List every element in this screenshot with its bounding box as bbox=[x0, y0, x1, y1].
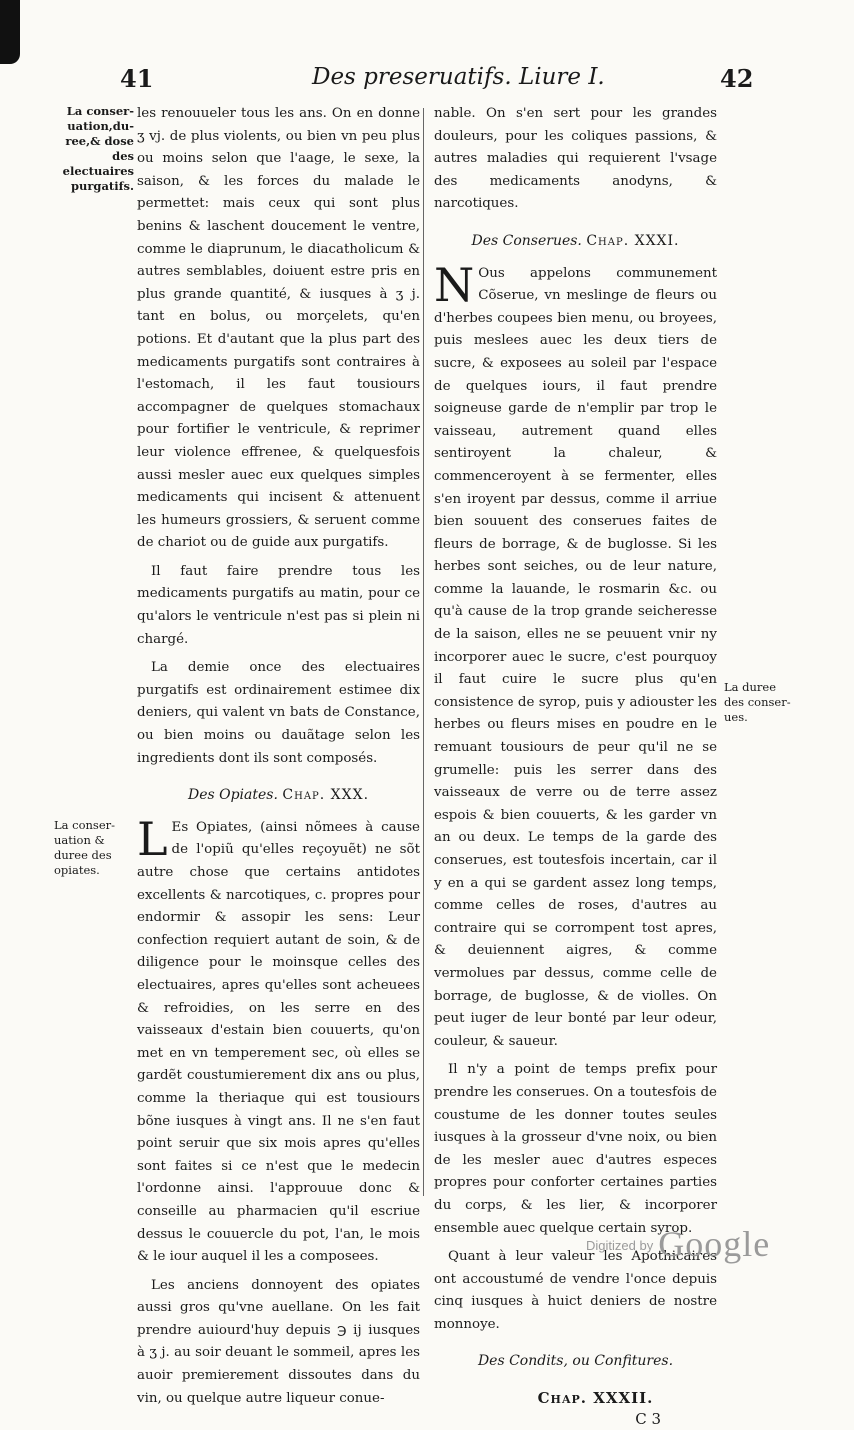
ink-blot bbox=[0, 0, 20, 64]
chapter-30-title: Des Opiates. bbox=[187, 787, 278, 804]
drop-cap-L: L bbox=[137, 811, 168, 866]
paragraph-opiates-intro bbox=[137, 811, 420, 1269]
paragraph-price-electuaires: La demie once des electuaires purgatifs est ordinairement estimee dix deniers, qui valent vn bats de Constance, ou bien moins ou dauãtage selon les ingredients dont ils sont composés. bbox=[137, 660, 420, 766]
paragraph-electuaires-end: les renouueler tous les ans. On en donne ʒ vj. de plus violents, ou bien vn peu plus ou moins selon que l'aage, le sexe, la saison, & les forces du malade le permettet: mais ceux qui sont plus benins & laschent doucement le ventre, comme le diaprunum, le diacatholicum & autres semblables, doiuent estre pris en plus grande quantité, & iusques à ʒ j. tant en bolus, ou morçelets, qu'en potions. Et d'autant que la plus part des medicaments purgatifs sont contraires à l'estomach, il les faut tousiours accompagner de quelques stomachaux pour fortifier le ventricule, & reprimer leur violence effrenee, & quelquesfois aussi mesler auec eux quelques simples medicaments qui incisent & attenuent les humeurs grossiers, & seruent comme de chariot ou de guide aux purgatifs. bbox=[137, 106, 420, 551]
digitized-by-label: Digitized by bbox=[586, 1238, 654, 1253]
paragraph-conserves-intro bbox=[434, 257, 717, 1054]
chapter-31-heading bbox=[434, 230, 717, 253]
chapter-32-number: Chap. XXXII. bbox=[537, 1389, 654, 1408]
paragraph-opiates-use: nable. On s'en sert pour les grandes douleurs, pour les coliques passions, & autres maladies qui requierent l'vsage des medicaments anodyns, & narcotiques. bbox=[434, 106, 717, 212]
margin-note-conserves: La duree des conser-ues. bbox=[724, 680, 791, 724]
google-watermark bbox=[586, 1223, 770, 1265]
paragraph-opiates-text: Es Opiates, (ainsi nõmees à cause de l'opiũ qu'elles reçoyuẽt) ne sõt autre chose que certains antidotes excellents & narcotiques, c. propres pour endormir & assopir les sens: Leur confection requiert autant de soin, & de diligence pour le moinsque celles des electuaires, apres qu'elles sont acheuees & refroidies, on les serre en des vaisseaux d'estain bien couuerts, qu'on met en vn temperement sec, où elles se gardẽt coustumierement dix ans ou plus, comme la theriaque qui est tousiours bõne iusques à vingt ans. Il ne s'en faut point seruir que six mois apres qu'elles sont faites si ce n'est que le medecin l'ordonne ainsi. l'approuue donc & conseille au pharmacien qu'il escriue dessus le couuercle du pot, l'an, le mois & le iour auquel il les a composees. bbox=[137, 819, 420, 1265]
chapter-31-title: Des Conserues. bbox=[471, 232, 582, 249]
paragraph-conserves-taking: Il n'y a point de temps prefix pour prendre les conserues. On a toutesfois de coustume de les donner toutes seules iusques à la grosseur d'vne noix, ou bien de les mesler auec d'autres especes propres pour conforter certaines parties du corps, & les lier, & incorporer ensemble auec quelque certain syrop. bbox=[434, 1062, 717, 1236]
margin-note-electuaires: La conser-uation,du-ree,& dose des electuaires purgatifs. bbox=[62, 104, 134, 193]
header-title: Des preseruatifs. Liure I. bbox=[312, 64, 605, 90]
margin-note-opiates: La conser-uation & duree des opiates. bbox=[54, 818, 116, 877]
drop-cap-N: N bbox=[434, 257, 475, 312]
signature-mark: C 3 bbox=[635, 1409, 661, 1428]
google-logo: Google bbox=[658, 1224, 771, 1264]
right-page-number: 42 bbox=[720, 64, 754, 93]
paragraph-conserves-text: Ous appelons communement Cõserue, vn meslinge de fleurs ou d'herbes coupees bien menu, ou broyees, puis meslees auec les deux tiers de sucre, & exposees au soleil par l'espace de quelques iours, il faut prendre soigneuse garde de n'emplir par trop le vaisseau, autrement quand elles sentiroyent la chaleur, & commenceroyent à se fermenter, elles s'en iroyent par dessus, comme il arriue bien souuent des conserues faites de fleurs de borrage, & de buglosse. Si les herbes sont seiches, ou de leur nature, comme la lauande, le rosmarin &c. ou qu'à cause de la trop grande seicheresse de la saison, elles ne se peuuent vnir ny incorporer auec le sucre, c'est pourquoy il faut cuire le sucre plus qu'en consistence de syrop, puis y adiouster les herbes ou fleurs mises en poudre en le remuant tousiours de peur qu'il ne se grumelle: puis les serrer dans des vaisseaux de verre ou de terre assez espois & bien couuerts, & les garder vn an ou deux. Le temps de la garde des conserues, est toutesfois incertain, car il y en a qui se gardent assez long temps, comme celles de roses, d'autres au contraire qui se corrompent tost apres, & deuiennent aigres, & comme vermolues par dessus, comme celle de borrage, de buglosse, & de violles. On peut iuger de leur bonté par leur odeur, couleur, & saueur. bbox=[434, 265, 717, 1049]
chapter-31-number: Chap. XXXI. bbox=[586, 232, 680, 249]
paragraph-conserves-price: Quant à leur valeur les Apothicaires ont accoustumé de vendre l'once depuis cinq iusques à huict deniers de nostre monnoye. bbox=[434, 1249, 717, 1332]
left-page-number: 41 bbox=[120, 64, 154, 93]
left-column bbox=[137, 103, 420, 1410]
chapter-30-number: Chap. XXX. bbox=[282, 787, 370, 804]
running-header bbox=[0, 64, 854, 96]
paragraph-opiates-dose: Les anciens donnoyent des opiates aussi gros qu'vne auellane. On les fait prendre auiourd'huy depuis ℈ ij iusques à ʒ j. au soir deuant le sommeil, apres les auoir premierement dissoutes dans du vin, ou quelque autre liqueur conue- bbox=[137, 1277, 420, 1406]
paragraph-morning: Il faut faire prendre tous les medicaments purgatifs au matin, pour ce qu'alors le ventricule n'est pas si plein ni chargé. bbox=[137, 563, 420, 647]
chapter-30-heading bbox=[137, 784, 420, 807]
column-divider bbox=[423, 108, 424, 1196]
chapter-32-title: Des Condits, ou Confitures. bbox=[477, 1353, 674, 1370]
